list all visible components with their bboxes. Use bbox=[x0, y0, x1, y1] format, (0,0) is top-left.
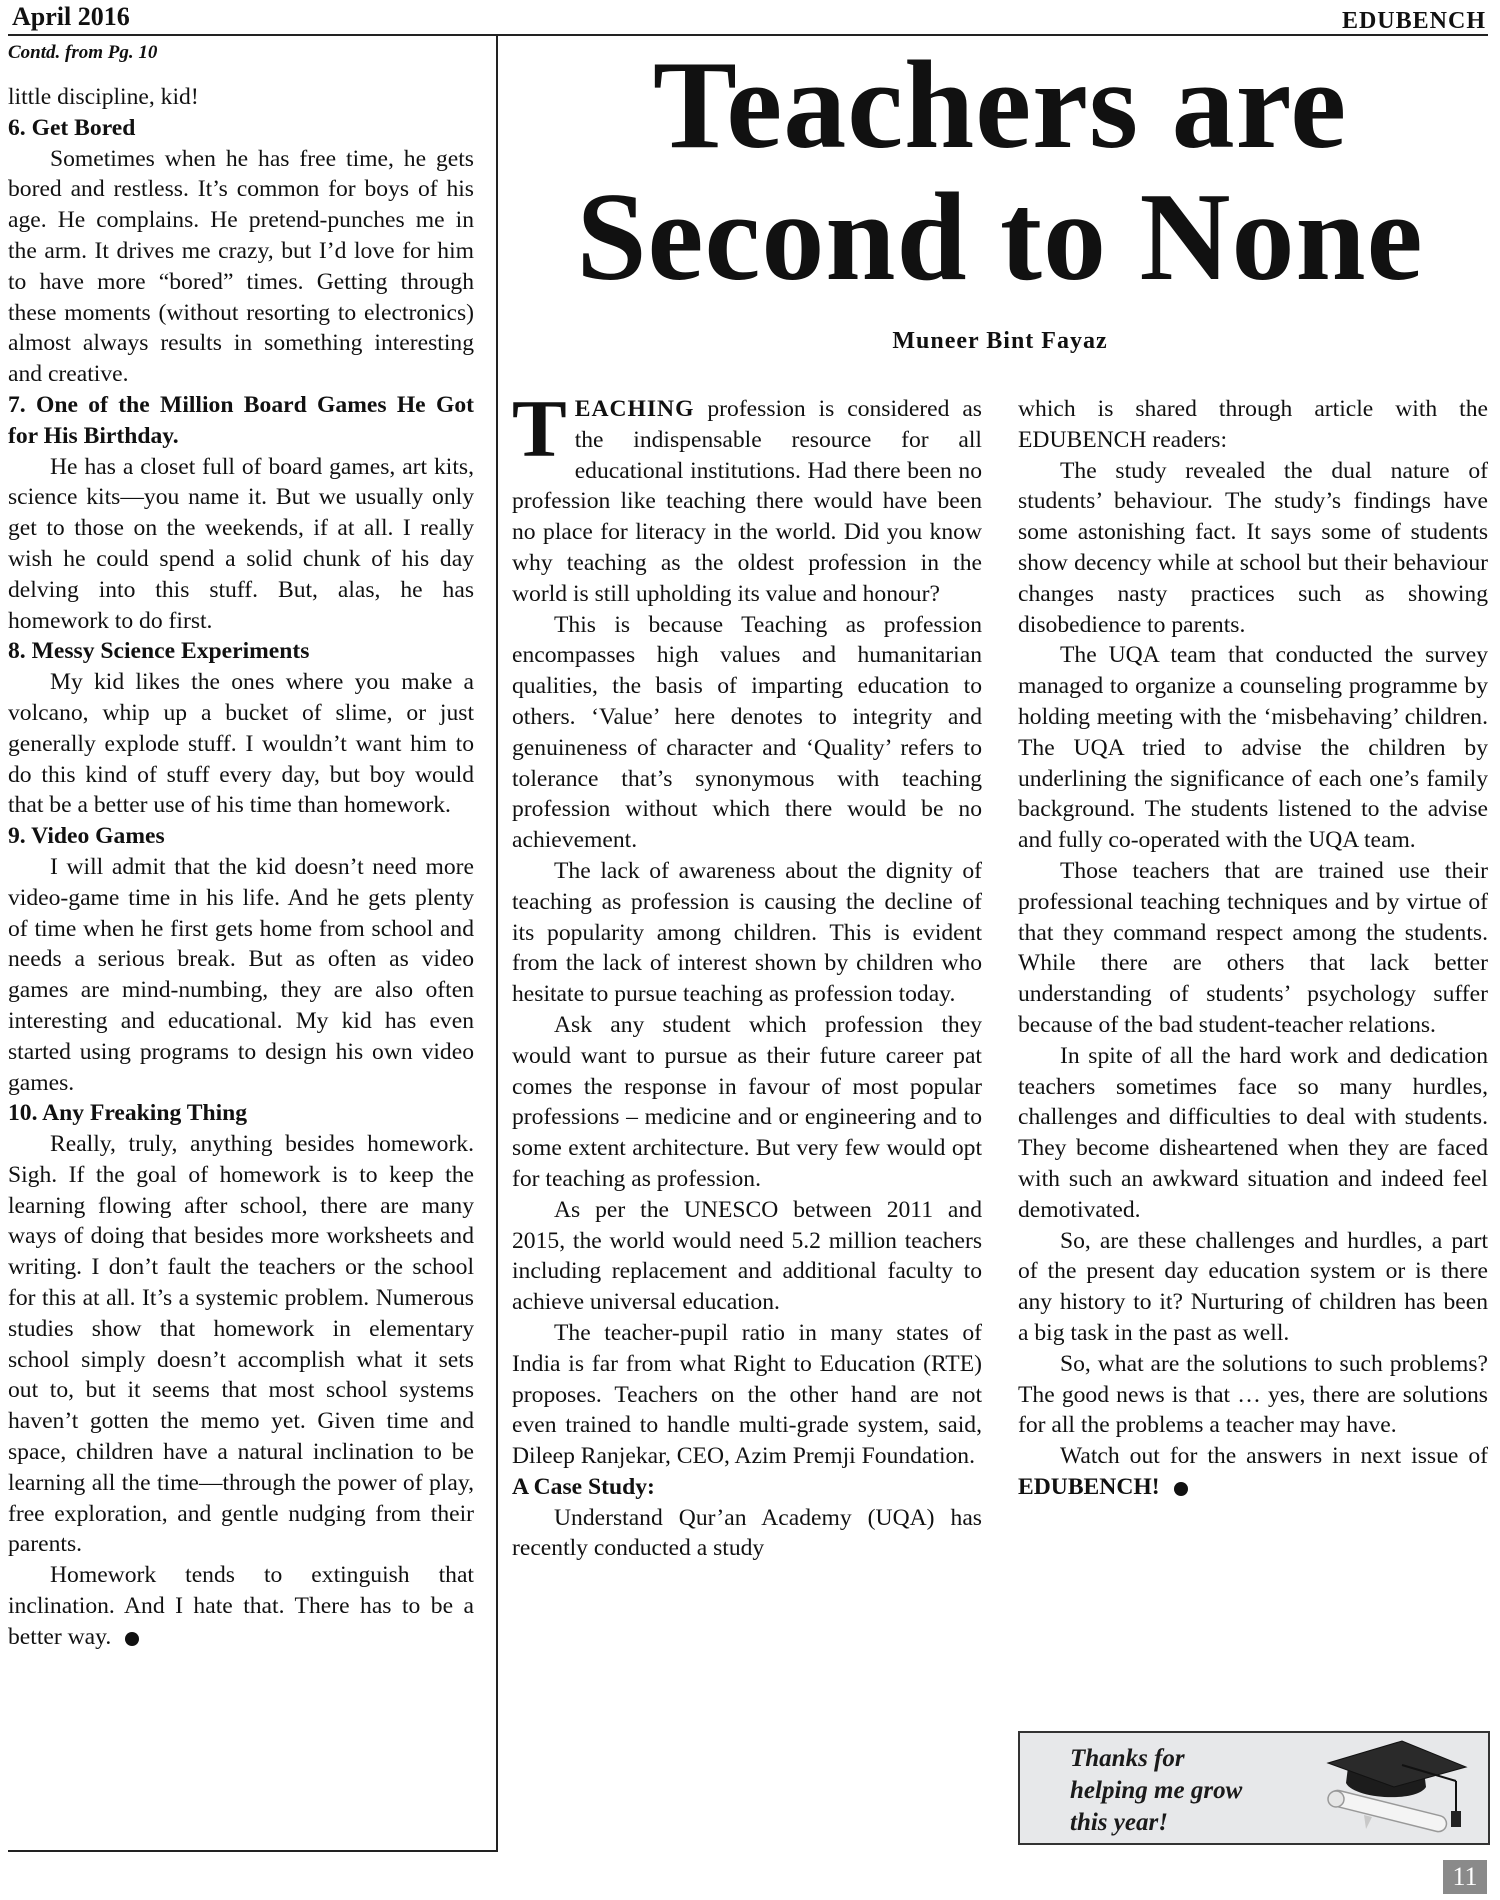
paragraph bbox=[8, 852, 474, 1098]
paragraph bbox=[8, 144, 474, 390]
publication-mention: EDUBENCH! bbox=[1018, 1473, 1160, 1500]
publication-name: EDUBENCH bbox=[1341, 8, 1486, 34]
paragraph-text: As per the UNESCO between 2011 and 2015, the world would need 5.2 million teachers including replacement and additional faculty to achieve universal education. bbox=[512, 1196, 982, 1316]
thanks-line-3: this year! bbox=[1070, 1809, 1168, 1836]
paragraph-text: which is shared through article with the EDUBENCH readers: bbox=[1018, 396, 1488, 453]
paragraph-text: So, are these challenges and hurdles, a part of the present day education system or is there any history to it? Nurturing of children has been a big task in the past as well. bbox=[1018, 1227, 1488, 1346]
section-heading: 8. Messy Science Experiments bbox=[8, 638, 310, 665]
paragraph bbox=[1018, 456, 1488, 641]
paragraph bbox=[1018, 1041, 1488, 1226]
paragraph-text: Watch out for the answers in next issue of bbox=[1060, 1443, 1488, 1470]
paragraph bbox=[1018, 856, 1488, 1041]
paragraph bbox=[512, 1503, 982, 1565]
paragraph bbox=[1018, 394, 1488, 456]
header-date: April 2016 bbox=[12, 2, 130, 31]
article-byline: Muneer Bint Fayaz bbox=[892, 328, 1108, 354]
paragraph bbox=[1018, 1349, 1488, 1441]
paragraph bbox=[512, 1195, 982, 1318]
paragraph-text: The study revealed the dual nature of students’ behaviour. The study’s findings have some astonishing fact. It says some of students show decency while at school but their behaviour changes nasty practices such as showing disobedience to parents. bbox=[1018, 457, 1488, 638]
column-divider bbox=[496, 36, 498, 1850]
paragraph bbox=[512, 1318, 982, 1472]
lead-text: profession is considered as the indispensable resource for all educational institutions. Had there been no profession like teaching there would have been no place for literacy in the world. Did you know why teaching as the oldest profession in the world is still upholding its value and honour? bbox=[512, 396, 982, 607]
paragraph-text: The UQA team that conducted the survey managed to organize a counseling programme by holding meeting with the ‘misbehaving’ children. The UQA tried to advise the children by underlining the significance of each one’s family background. The students listened to the advise and fully co-operated with the UQA team. bbox=[1018, 642, 1488, 854]
paragraph-text: The teacher-pupil ratio in many states of India is far from what Right to Education (RTE) proposes. Teachers on the other hand are not even trained to handle multi-grade system, said, Dileep Ranjekar, CEO, Azim Premji Foundation. bbox=[512, 1319, 982, 1470]
paragraph bbox=[1018, 1226, 1488, 1349]
paragraph-text: Understand Qur’an Academy (UQA) has recently conducted a study bbox=[512, 1504, 982, 1562]
paragraph-text: He has a closet full of board games, art kits, science kits—you name it. But we usually only get to those on the weekends, if at all. I really wish he could spend a solid chunk of his day delving into this stuff. But, alas, he has homework to do first. bbox=[8, 453, 474, 634]
section-heading: 10. Any Freaking Thing bbox=[8, 1100, 248, 1127]
end-of-article-dot-icon bbox=[1174, 1482, 1188, 1496]
paragraph bbox=[8, 667, 474, 821]
section-heading: 7. One of the Million Board Games He Got for His Birthday. bbox=[8, 391, 474, 449]
paragraph-text: I will admit that the kid doesn’t need more video-game time in his life. And he gets plenty of time when he first gets home from school and needs a serious break. But as often as video games are mind-numbing, they are also often interesting and educational. My kid has even started using programs to design his own video games. bbox=[8, 853, 474, 1096]
paragraph-text: little discipline, kid! bbox=[8, 84, 199, 110]
paragraph-text: This is because Teaching as profession encompasses high values and humanitarian qualities, the basis of imparting education to others. ‘Value’ here denotes to integrity and genuineness of character and ‘Quality’ refers to tolerance that’s synonymous with teaching profession without which there would be no achievement. bbox=[512, 611, 982, 854]
paragraph bbox=[512, 856, 982, 1010]
continued-note: Contd. from Pg. 10 bbox=[8, 42, 158, 63]
paragraph-text: So, what are the solutions to such problems? The good news is that … yes, there are solutions for all the problems a teacher may have. bbox=[1018, 1350, 1488, 1439]
paragraph-text: Sometimes when he has free time, he gets bored and restless. It’s common for boys of his age. He complains. He pretend-punches me in the arm. It drives me crazy, but I’d love for him to have more “bored” times. Getting through these moments (without resorting to electronics) almost always results in something interesting and creative. bbox=[8, 145, 474, 388]
paragraph bbox=[1018, 1441, 1488, 1503]
paragraph-text: Homework tends to extinguish that inclination. And I hate that. There has to be a better way. bbox=[8, 1562, 474, 1650]
left-column-bottom-rule bbox=[8, 1850, 498, 1852]
graduation-cap-and-diploma-icon bbox=[1306, 1737, 1476, 1839]
paragraph bbox=[8, 1129, 474, 1560]
article-title bbox=[500, 36, 1500, 307]
section-heading: A Case Study: bbox=[512, 1473, 655, 1500]
end-of-article-dot-icon bbox=[125, 1632, 139, 1646]
paragraph bbox=[8, 1560, 474, 1652]
thanks-message bbox=[1070, 1743, 1242, 1839]
paragraph-text: Ask any student which profession they would want to pursue as their future career pat comes the response in favour of most popular professions – medicine and or engineering and to some extent architecture. But very few would opt for teaching as profession. bbox=[512, 1011, 982, 1192]
left-article-column bbox=[8, 82, 474, 1653]
paragraph bbox=[8, 452, 474, 637]
page-number: 11 bbox=[1443, 1860, 1487, 1894]
lead-caps: EACHING bbox=[574, 396, 695, 422]
thanks-line-2: helping me grow bbox=[1070, 1777, 1243, 1804]
lead-paragraph bbox=[512, 383, 982, 610]
paragraph-text: The lack of awareness about the dignity of teaching as profession is causing the decline of its popularity among children. This is evident from the lack of interest shown by children who hesitate to pursue teaching as profession today. bbox=[512, 857, 982, 1008]
paragraph-text: Really, truly, anything besides homework. Sigh. If the goal of homework is to keep the learning flowing after school, there are many ways of doing that besides more worksheets and writing. I don’t fault the teachers or the school for this at all. It’s a systemic problem. Numerous studies show that homework in elementary school simply doesn’t accomplish what it sets out to, but it seems that most school systems haven’t gotten the memo yet. Given time and space, children have a natural inclination to be learning all the time—through the power of play, free exploration, and gentle nudging from their parents. bbox=[8, 1131, 474, 1558]
thanks-box bbox=[1018, 1731, 1490, 1845]
thanks-line-1: Thanks for bbox=[1070, 1745, 1185, 1772]
article-column-3 bbox=[1018, 394, 1488, 1503]
drop-cap: T bbox=[512, 383, 567, 474]
paragraph-text: In spite of all the hard work and dedication teachers sometimes face so many hurdles, challenges and difficulties to deal with students. They become disheartened when they are faced with such an awkward situation and indeed feel demotivated. bbox=[1018, 1042, 1488, 1223]
section-heading: 6. Get Bored bbox=[8, 114, 136, 141]
paragraph bbox=[8, 82, 474, 113]
article-title-line-2: Second to None bbox=[576, 168, 1424, 307]
article-column-2 bbox=[512, 383, 982, 1564]
paragraph-text: My kid likes the ones where you make a volcano, whip up a bucket of slime, or just generally explode stuff. I wouldn’t want him to do this kind of stuff every day, but boy would that be a better use of his time than homework. bbox=[8, 669, 474, 819]
section-heading: 9. Video Games bbox=[8, 823, 165, 850]
article-title-line-1: Teachers are bbox=[652, 36, 1348, 175]
paragraph bbox=[512, 610, 982, 856]
paragraph bbox=[512, 1010, 982, 1195]
paragraph bbox=[1018, 640, 1488, 856]
paragraph-text: Those teachers that are trained use their professional teaching techniques and by virtue of that they command respect among the students. While there are others that lack better understanding of students’ psychology suffer because of the bad student-teacher relations. bbox=[1018, 857, 1488, 1038]
